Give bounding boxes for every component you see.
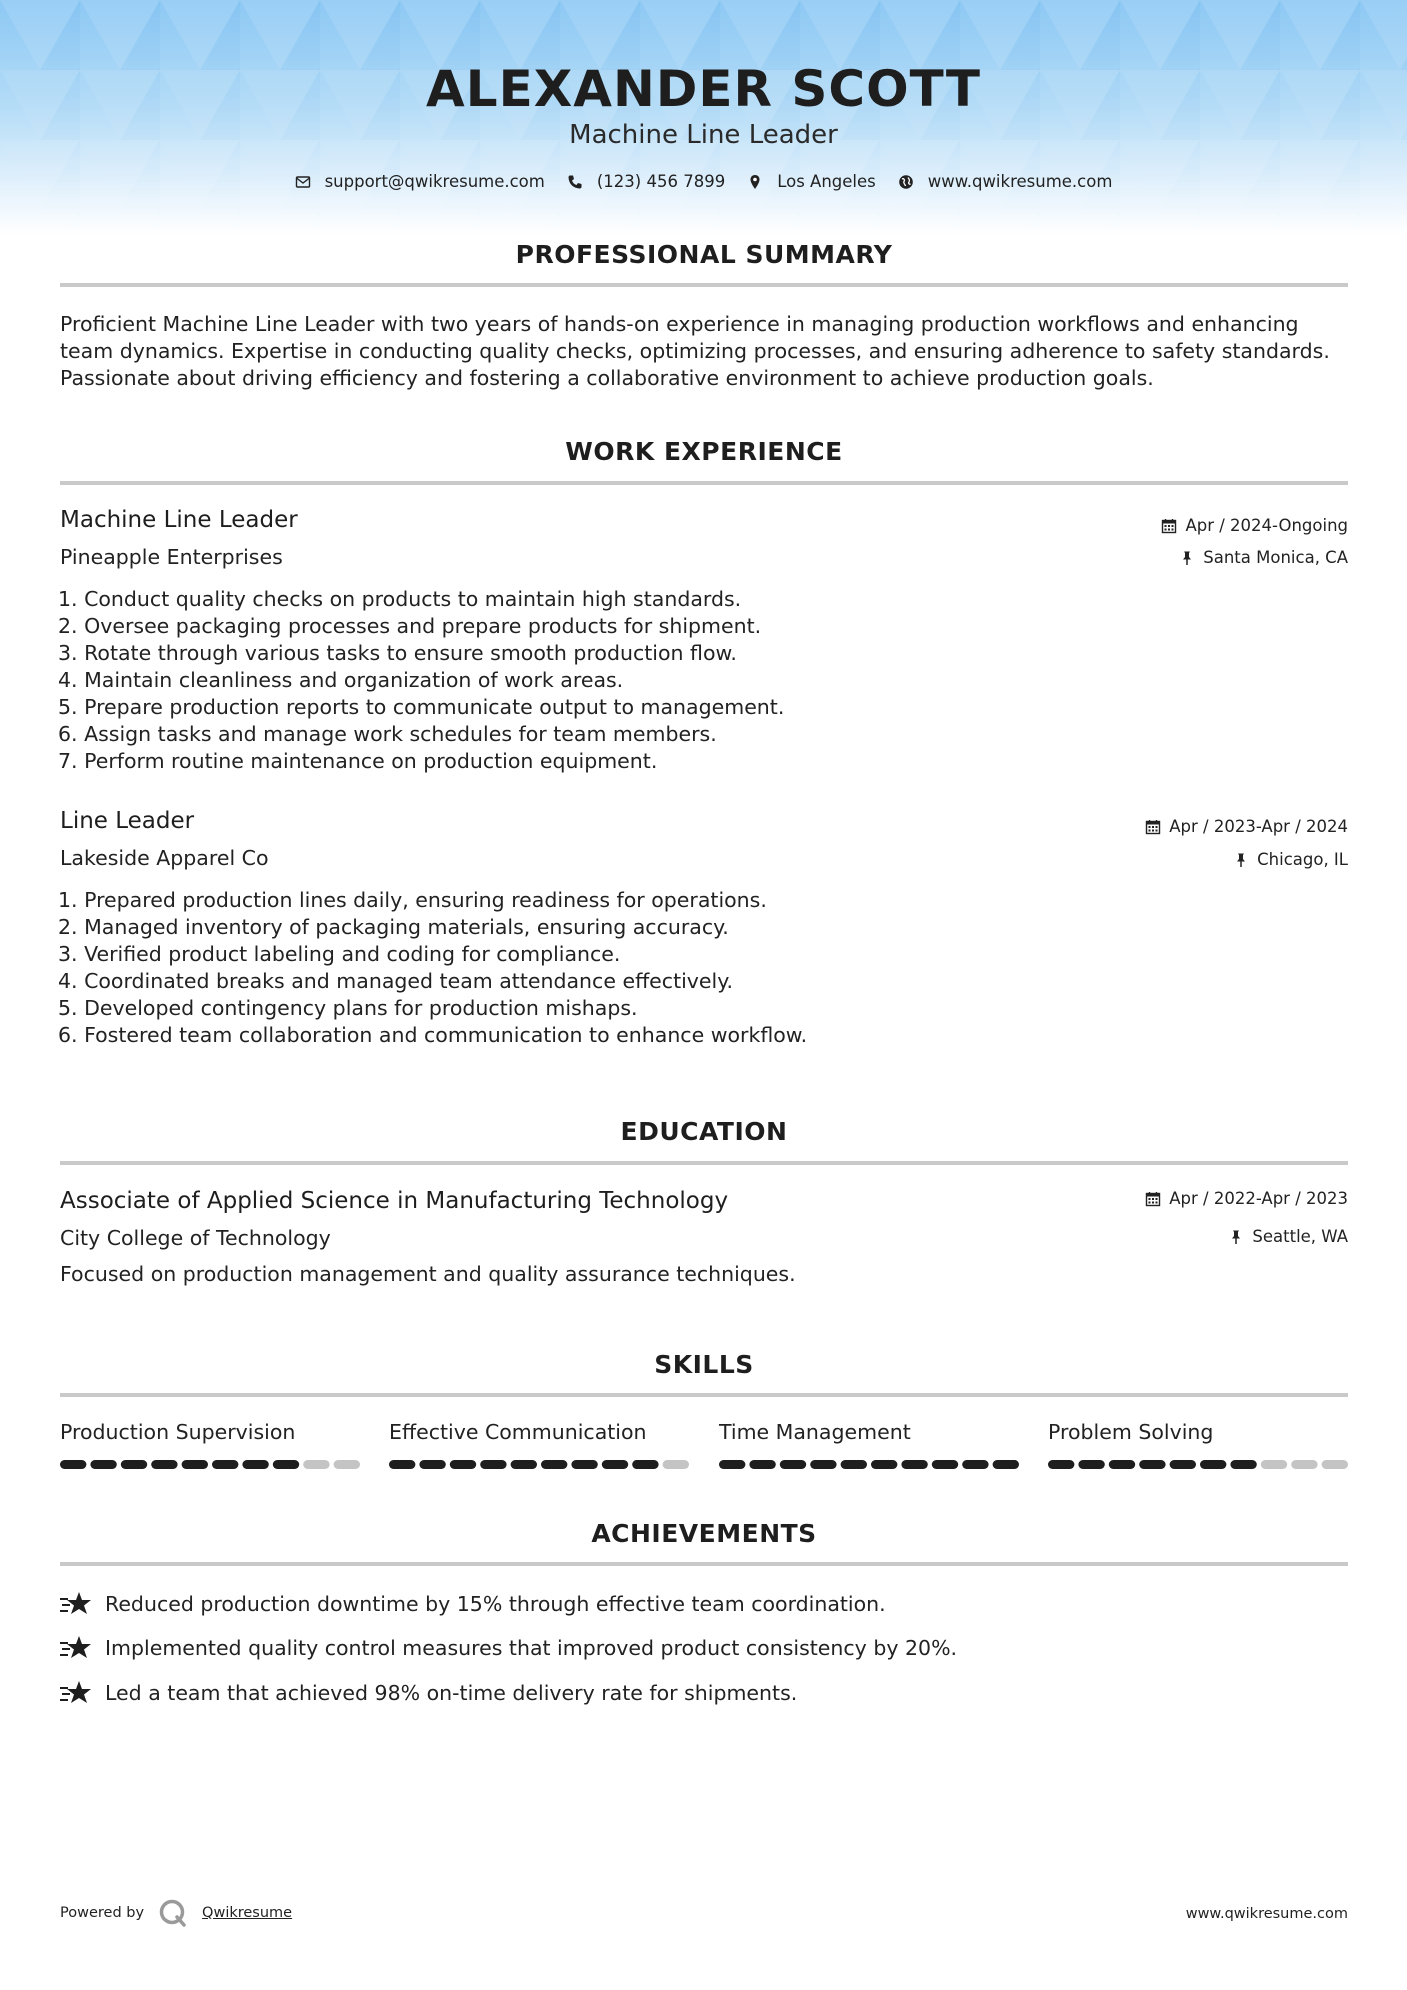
skills-divider — [60, 1393, 1348, 1397]
skill-item — [60, 1420, 360, 1447]
skills-heading: SKILLS — [654, 1350, 754, 1379]
skill-dash-empty — [663, 1460, 689, 1469]
skill-dash-filled — [1230, 1460, 1256, 1469]
pushpin-icon — [1233, 852, 1249, 868]
skill-dash-filled — [1200, 1460, 1226, 1469]
skill-dash-filled — [389, 1460, 415, 1469]
skill-dash-filled — [571, 1460, 597, 1469]
list-item: 2. Managed inventory of packaging materials, ensuring accuracy. — [58, 915, 729, 939]
job-location-text: Chicago, IL — [1257, 850, 1348, 869]
summary-heading: PROFESSIONAL SUMMARY — [515, 240, 893, 269]
globe-icon — [898, 174, 914, 190]
skill-dash-filled — [1109, 1460, 1135, 1469]
education-divider — [60, 1161, 1348, 1165]
contact-location-text: Los Angeles — [777, 172, 876, 191]
education-description: Focused on production management and quality assurance techniques. — [60, 1262, 796, 1286]
skill-item — [719, 1420, 1019, 1447]
skill-dash-filled — [901, 1460, 927, 1469]
skill-dash-filled — [602, 1460, 628, 1469]
summary-text: Proficient Machine Line Leader with two years of hands-on experience in managing production workflows and enhancing team dynamics. Expertise in conducting quality checks, optimizing processes, and ensuring adherence to safety standards. Passionate about driving efficiency and fostering a collaborative environment to achieve production goals. — [60, 312, 1330, 390]
candidate-name: ALEXANDER SCOTT — [426, 60, 981, 118]
contact-email-text: support@qwikresume.com — [324, 172, 545, 191]
contact-phone-text: (123) 456 7899 — [596, 172, 726, 191]
job-dates-text: Apr / 2024-Ongoing — [1185, 516, 1348, 535]
qwikresume-logo-icon — [158, 1898, 188, 1928]
degree-title: Associate of Applied Science in Manufacturing Technology — [60, 1188, 729, 1214]
achievement-text: Led a team that achieved 98% on-time delivery rate for shipments. — [105, 1681, 798, 1705]
achievement-text: Reduced production downtime by 15% through effective team coordination. — [105, 1592, 886, 1616]
list-item: 6. Fostered team collaboration and communication to enhance workflow. — [58, 1023, 808, 1047]
skill-dash-filled — [60, 1460, 86, 1469]
skill-dash-filled — [810, 1460, 836, 1469]
experience-heading: WORK EXPERIENCE — [565, 437, 843, 466]
skill-rating-bar — [719, 1460, 1019, 1469]
list-item: 2. Oversee packaging processes and prepare products for shipment. — [58, 614, 762, 638]
achievement-item — [60, 1590, 886, 1618]
skill-dash-empty — [334, 1460, 360, 1469]
skill-dash-filled — [121, 1460, 147, 1469]
job-title: Line Leader — [60, 808, 195, 834]
list-item: 7. Perform routine maintenance on production equipment. — [58, 749, 658, 773]
job-title: Machine Line Leader — [60, 507, 298, 533]
job-bullets — [58, 586, 784, 775]
achievements-divider — [60, 1562, 1348, 1566]
achievements-heading: ACHIEVEMENTS — [591, 1519, 817, 1548]
calendar-icon — [1145, 819, 1161, 835]
map-pin-icon — [747, 174, 763, 190]
skill-dash-filled — [212, 1460, 238, 1469]
calendar-icon — [1161, 518, 1177, 534]
pushpin-icon — [1179, 550, 1195, 566]
skill-dash-filled — [242, 1460, 268, 1469]
education-location-text: Seattle, WA — [1252, 1227, 1348, 1246]
job-dates-text: Apr / 2023-Apr / 2024 — [1169, 817, 1348, 836]
qwikresume-link[interactable]: Qwikresume — [202, 1905, 293, 1921]
skill-dash-filled — [541, 1460, 567, 1469]
phone-icon — [567, 174, 583, 190]
achievement-text: Implemented quality control measures that improved product consistency by 20%. — [105, 1636, 958, 1660]
job-location — [1233, 850, 1348, 869]
skill-dash-filled — [1048, 1460, 1074, 1469]
list-item: 1. Prepared production lines daily, ensuring readiness for operations. — [58, 888, 767, 912]
skill-dash-empty — [1322, 1460, 1348, 1469]
skill-dash-filled — [993, 1460, 1019, 1469]
skill-item — [389, 1420, 689, 1447]
contact-website[interactable] — [898, 172, 1113, 191]
contact-location — [747, 172, 876, 191]
skill-dash-filled — [749, 1460, 775, 1469]
skill-rating-bar — [60, 1460, 360, 1469]
skill-item — [1048, 1420, 1348, 1447]
skill-dash-filled — [1139, 1460, 1165, 1469]
achievement-item — [60, 1634, 957, 1662]
contact-email[interactable] — [295, 172, 545, 191]
job-bullets — [58, 887, 807, 1049]
skill-name: Production Supervision — [60, 1420, 296, 1444]
list-item: 6. Assign tasks and manage work schedules for team members. — [58, 722, 717, 746]
contact-phone[interactable] — [567, 172, 725, 191]
list-item: 4. Coordinated breaks and managed team attendance effectively. — [58, 969, 733, 993]
list-item: 5. Prepare production reports to communicate output to management. — [58, 695, 785, 719]
skill-rating-bar — [1048, 1460, 1348, 1469]
list-item: 3. Rotate through various tasks to ensure smooth production flow. — [58, 641, 737, 665]
skill-dash-filled — [450, 1460, 476, 1469]
skill-dash-filled — [480, 1460, 506, 1469]
skill-dash-filled — [871, 1460, 897, 1469]
skill-dash-filled — [511, 1460, 537, 1469]
skill-dash-filled — [962, 1460, 988, 1469]
job-dates — [1145, 817, 1348, 836]
education-location — [1228, 1227, 1348, 1246]
contact-bar — [0, 172, 1407, 191]
achievement-item — [60, 1679, 797, 1707]
job-location-text: Santa Monica, CA — [1203, 548, 1348, 567]
list-item: 1. Conduct quality checks on products to maintain high standards. — [58, 587, 742, 611]
job-dates — [1161, 516, 1348, 535]
skill-dash-filled — [1078, 1460, 1104, 1469]
skill-dash-filled — [419, 1460, 445, 1469]
job-company: Pineapple Enterprises — [60, 545, 283, 569]
skill-dash-filled — [632, 1460, 658, 1469]
skill-dash-filled — [780, 1460, 806, 1469]
skill-dash-empty — [1261, 1460, 1287, 1469]
summary-divider — [60, 283, 1348, 287]
skill-dash-filled — [90, 1460, 116, 1469]
footer-powered-by — [60, 1898, 292, 1928]
skill-dash-empty — [1291, 1460, 1317, 1469]
powered-by-label: Powered by — [60, 1905, 145, 1921]
job-location — [1179, 548, 1348, 567]
star-icon — [60, 1590, 92, 1618]
calendar-icon — [1145, 1191, 1161, 1207]
footer-website[interactable]: www.qwikresume.com — [1185, 1906, 1348, 1922]
skill-dash-filled — [841, 1460, 867, 1469]
skill-dash-filled — [719, 1460, 745, 1469]
experience-divider — [60, 481, 1348, 485]
education-dates — [1145, 1189, 1348, 1208]
envelope-icon — [295, 174, 311, 190]
contact-website-text: www.qwikresume.com — [927, 172, 1113, 191]
list-item: 4. Maintain cleanliness and organization of work areas. — [58, 668, 624, 692]
star-icon — [60, 1679, 92, 1707]
skill-dash-filled — [932, 1460, 958, 1469]
skill-name: Effective Communication — [389, 1420, 647, 1444]
skill-dash-filled — [151, 1460, 177, 1469]
skill-name: Problem Solving — [1048, 1420, 1214, 1444]
school-name: City College of Technology — [60, 1226, 331, 1250]
skill-dash-filled — [1170, 1460, 1196, 1469]
list-item: 3. Verified product labeling and coding for compliance. — [58, 942, 621, 966]
skill-rating-bar — [389, 1460, 689, 1469]
job-company: Lakeside Apparel Co — [60, 846, 269, 870]
skill-name: Time Management — [719, 1420, 911, 1444]
education-heading: EDUCATION — [620, 1117, 788, 1146]
list-item: 5. Developed contingency plans for production mishaps. — [58, 996, 638, 1020]
education-dates-text: Apr / 2022-Apr / 2023 — [1169, 1189, 1348, 1208]
candidate-role: Machine Line Leader — [569, 120, 838, 150]
skill-dash-filled — [273, 1460, 299, 1469]
pushpin-icon — [1228, 1229, 1244, 1245]
star-icon — [60, 1634, 92, 1662]
skill-dash-filled — [182, 1460, 208, 1469]
skill-dash-empty — [303, 1460, 329, 1469]
